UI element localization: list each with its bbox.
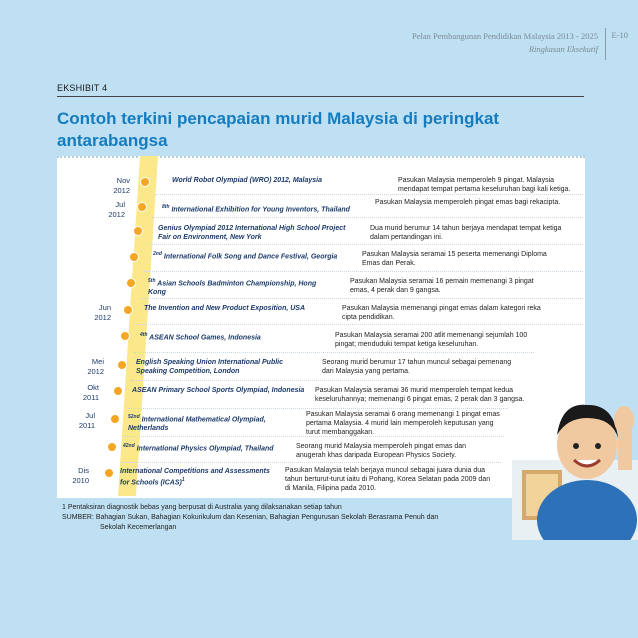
- exhibit-label: EKSHIBIT 4: [57, 83, 108, 93]
- exhibit-rule: [57, 96, 584, 97]
- result-physics-olympiad: Seorang murid Malaysia memperoleh pingat emas dan anugerah khas daripada European Physics Society.: [296, 443, 467, 459]
- row-divider: [148, 244, 583, 245]
- event-ordinal: 42nd: [123, 443, 135, 449]
- event-name: International Folk Song and Dance Festival, Georgia: [161, 253, 338, 261]
- result-math-olympiad: Pasukan Malaysia seramai 6 orang memenangi 1 pingat emas pertama Malaysia. 4 murid lain memperoleh keputusan yang turut membanggakan.: [306, 411, 500, 436]
- event-wro-2012: World Robot Olympiad (WRO) 2012, Malaysia: [172, 177, 323, 184]
- timeline-dot: [110, 414, 120, 424]
- row-divider: [128, 408, 508, 409]
- event-physics-olympiad: [123, 442, 293, 453]
- row-divider: [134, 352, 534, 353]
- timeline-dot: [117, 360, 127, 370]
- result-asean-school-games: Pasukan Malaysia seramai 200 atlit memenangi sejumlah 100 pingat; menduduki tempat ketiga keseluruhan.: [335, 332, 528, 348]
- event-ieyi-thailand: [162, 203, 372, 214]
- row-divider: [152, 217, 583, 218]
- date-jul-2012: Jul 2012: [108, 200, 125, 219]
- row-divider: [144, 271, 583, 272]
- timeline-dot: [129, 252, 139, 262]
- event-name: ASEAN School Games, Indonesia: [147, 334, 261, 342]
- header-subtitle: Ringkasan Eksekutif: [528, 44, 598, 54]
- date-okt-2011: Okt 2011: [82, 383, 99, 402]
- header-title: Pelan Pembangunan Pendidikan Malaysia 2013 - 2025: [411, 31, 598, 41]
- date-jun-2012: Jun 2012: [94, 303, 111, 322]
- result-badminton-hongkong: Pasukan Malaysia seramai 16 pemain memenangi 3 pingat emas, 4 perak dan 9 gangsa.: [350, 278, 534, 294]
- date-mei-2012: Mei 2012: [87, 357, 104, 376]
- row-divider: [121, 462, 501, 463]
- timeline-dot: [107, 442, 117, 452]
- timeline-dot: [123, 305, 133, 315]
- date-nov-2012: Nov 2012: [113, 176, 130, 195]
- event-asean-school-games: [140, 331, 330, 342]
- event-folk-song-georgia: [153, 250, 343, 261]
- footnotes: [62, 503, 532, 533]
- timeline-dot: [133, 226, 143, 236]
- event-name: International Physics Olympiad, Thailand: [134, 445, 274, 453]
- page-title: Contoh terkini pencapaian murid Malaysia di peringkat antarabangsa: [57, 109, 500, 150]
- result-asean-primary-sports: Pasukan Malaysia seramai 36 murid memperoleh tempat kedua keseluruhannya; memenangi 6 pingat emas, 2 perak dan 3 gangsa.: [315, 387, 525, 403]
- result-icas: Pasukan Malaysia telah berjaya muncul sebagai juara dunia dua tahun berturut-turut iaitu di Pohang, Korea Selatan pada 2009 dan di Manila, Filipina pada 2010.: [285, 467, 491, 492]
- event-ordinal: 4th: [140, 332, 148, 338]
- timeline-dot: [126, 278, 136, 288]
- timeline-dot: [120, 331, 130, 341]
- result-wro-2012: Pasukan Malaysia memperoleh 9 pingat. Malaysia mendapat tempat pertama keseluruhan bagi kali ketiga.: [398, 177, 571, 193]
- timeline-dot: [104, 468, 114, 478]
- timeline-dot: [113, 386, 123, 396]
- source-note-cont: Sekolah Kecemerlangan: [100, 524, 177, 531]
- event-badminton-hongkong: [148, 277, 333, 297]
- timeline-dot: [140, 177, 150, 187]
- result-genius-olympiad: Dua murid berumur 14 tahun berjaya mendapat tempat ketiga dalam pertandingan ini.: [370, 225, 562, 241]
- event-math-olympiad: [128, 413, 308, 433]
- source-note: SUMBER: Bahagian Sukan, Bahagian Kokurikulum dan Kesenian, Bahagian Pengurusan Sekolah Berasrama Penuh dan: [62, 514, 439, 521]
- event-name: Asian Schools Badminton Championship, Hong Kong: [148, 280, 317, 297]
- result-folk-song-georgia: Pasukan Malaysia seramai 15 peserta memenangi Diploma Emas dan Perak.: [362, 251, 547, 267]
- event-genius-olympiad: Genius Olympiad 2012 International High School Project Fair on Environment, New York: [158, 225, 346, 241]
- footnote-1: 1 Pentaksiran diagnostik bebas yang berpusat di Australia yang dilaksanakan setiap tahun: [62, 504, 342, 511]
- row-divider: [155, 194, 583, 195]
- date-jul-2011: Jul 2011: [78, 411, 95, 430]
- event-esu-london: English Speaking Union International Public Speaking Competition, London: [136, 359, 284, 375]
- event-icas: [120, 467, 280, 487]
- event-ordinal: 52nd: [128, 414, 140, 420]
- row-divider: [131, 380, 511, 381]
- result-ieyi-thailand: Pasukan Malaysia memperoleh pingat emas bagi rekacipta.: [375, 199, 561, 206]
- page-number: E-10: [611, 30, 628, 40]
- result-invention-usa: Pasukan Malaysia memenangi pingat emas dalam kategori reka cipta pendidikan.: [342, 305, 541, 321]
- footnote-marker: 1: [181, 477, 185, 483]
- row-divider: [141, 298, 583, 299]
- row-divider: [138, 324, 583, 325]
- event-ordinal: 8th: [162, 204, 170, 210]
- result-esu-london: Seorang murid berumur 17 tahun muncul sebagai pemenang dari Malaysia yang pertama.: [322, 359, 512, 375]
- event-ordinal: 2nd: [153, 251, 162, 257]
- timeline-dot: [137, 202, 147, 212]
- event-name: International Competitions and Assessments for Schools (ICAS): [120, 468, 270, 487]
- event-invention-usa: The Invention and New Product Exposition, USA: [144, 305, 306, 312]
- event-name: International Exhibition for Young Inventors, Thailand: [169, 206, 350, 214]
- event-ordinal: 5th: [148, 278, 156, 284]
- date-dis-2010: Dis 2010: [72, 466, 89, 485]
- event-name: International Mathematical Olympiad, Netherlands: [128, 416, 266, 433]
- header-rule: [605, 28, 606, 60]
- running-header: [412, 30, 598, 56]
- event-asean-primary-sports: ASEAN Primary School Sports Olympiad, Indonesia: [132, 387, 305, 394]
